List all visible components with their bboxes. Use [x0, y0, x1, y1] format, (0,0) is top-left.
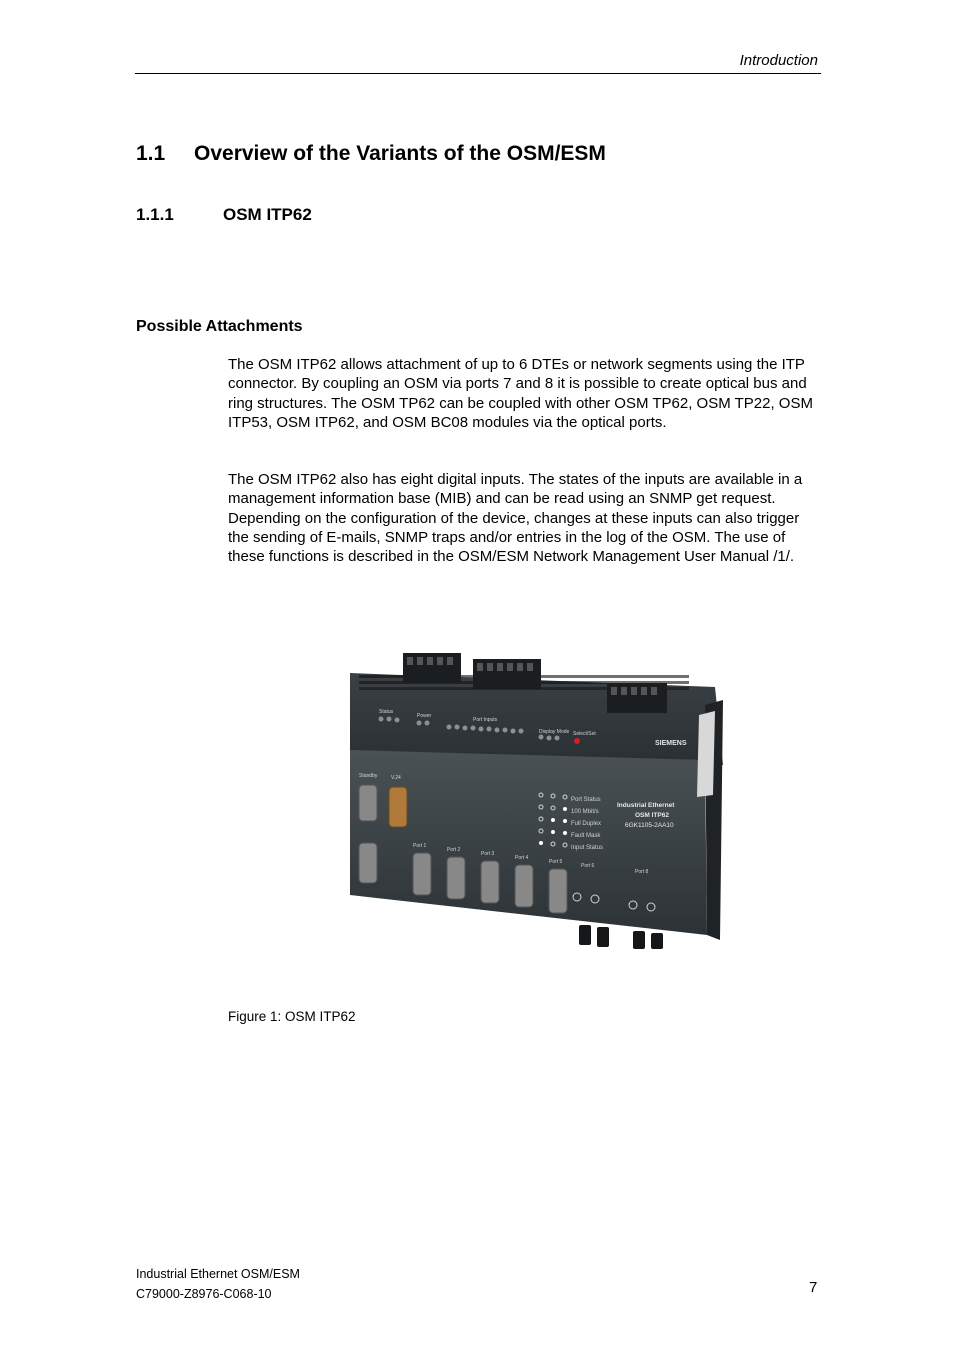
svg-text:100 Mbit/s: 100 Mbit/s [571, 809, 599, 815]
label-power: Power [417, 713, 432, 719]
label-v24: V.24 [391, 775, 401, 781]
port-2-label: Port 2 [447, 847, 461, 853]
svg-text:Input Status: Input Status [571, 845, 604, 851]
label-display-mode: Display Mode [539, 729, 570, 735]
port-8-label: Port 8 [635, 869, 649, 875]
port-6-label: Port 6 [581, 863, 595, 869]
page-number: 7 [809, 1279, 818, 1296]
label-select-set: Select/Set [573, 731, 596, 737]
attachments-heading: Possible Attachments [136, 318, 303, 335]
subsection-number: 1.1.1 [136, 205, 174, 224]
section-number: 1.1 [136, 142, 166, 165]
header-rule [135, 73, 821, 74]
label-standby: Standby [359, 773, 378, 779]
device-product-line: Industrial Ethernet [617, 802, 675, 809]
attachments-paragraph-1: The OSM ITP62 allows attachment of up to 6 DTEs or network segments using the ITP connector. By coupling an OSM via ports 7 and 8 it is possible to create optical bus and ring structures. The OSM TP62 can be coupled with other OSM TP62, OSM TP22, OSM ITP53, OSM ITP62, and OSM BC08 modules via the optical ports. [228, 356, 813, 431]
footer-title: Industrial Ethernet OSM/ESM [136, 1267, 300, 1281]
device-photo [345, 645, 730, 950]
device-order-number: 6GK1105-2AA10 [625, 822, 674, 829]
port-1-label: Port 1 [413, 843, 427, 849]
device-model: OSM ITP62 [635, 812, 669, 819]
port-5-label: Port 5 [549, 859, 563, 865]
device-sticker [697, 711, 715, 797]
port-4-label: Port 4 [515, 855, 529, 861]
port-3-label: Port 3 [481, 851, 495, 857]
figure-caption: Figure 1: OSM ITP62 [228, 1009, 356, 1024]
label-status: Status [379, 709, 394, 715]
section-title: Overview of the Variants of the OSM/ESM [194, 142, 606, 165]
running-header: Introduction [739, 52, 818, 69]
attachments-paragraph-2: The OSM ITP62 also has eight digital inputs. The states of the inputs are available in a management information base (MIB) and can be read using an SNMP get request. Depending on the configuration of the device, changes at these inputs can also trigger the sending of E-mails, SNMP traps and/or entries in the log of the OSM. The use of these functions is described in the OSM/ESM Network Management User Manual /1/. [228, 471, 803, 566]
page-footer [136, 1264, 300, 1304]
footer-document-number: C79000-Z8976-C068-10 [136, 1287, 272, 1301]
svg-text:Port Status: Port Status [571, 797, 601, 803]
subsection-heading [136, 205, 312, 225]
select-set-button [574, 738, 580, 744]
subsection-title: OSM ITP62 [223, 205, 312, 224]
section-heading [136, 142, 606, 166]
svg-text:Fault Mask: Fault Mask [571, 833, 601, 839]
device-brand: SIEMENS [655, 740, 687, 747]
svg-text:Full Duplex: Full Duplex [571, 821, 602, 827]
label-port-inputs: Port Inputs [473, 717, 498, 723]
